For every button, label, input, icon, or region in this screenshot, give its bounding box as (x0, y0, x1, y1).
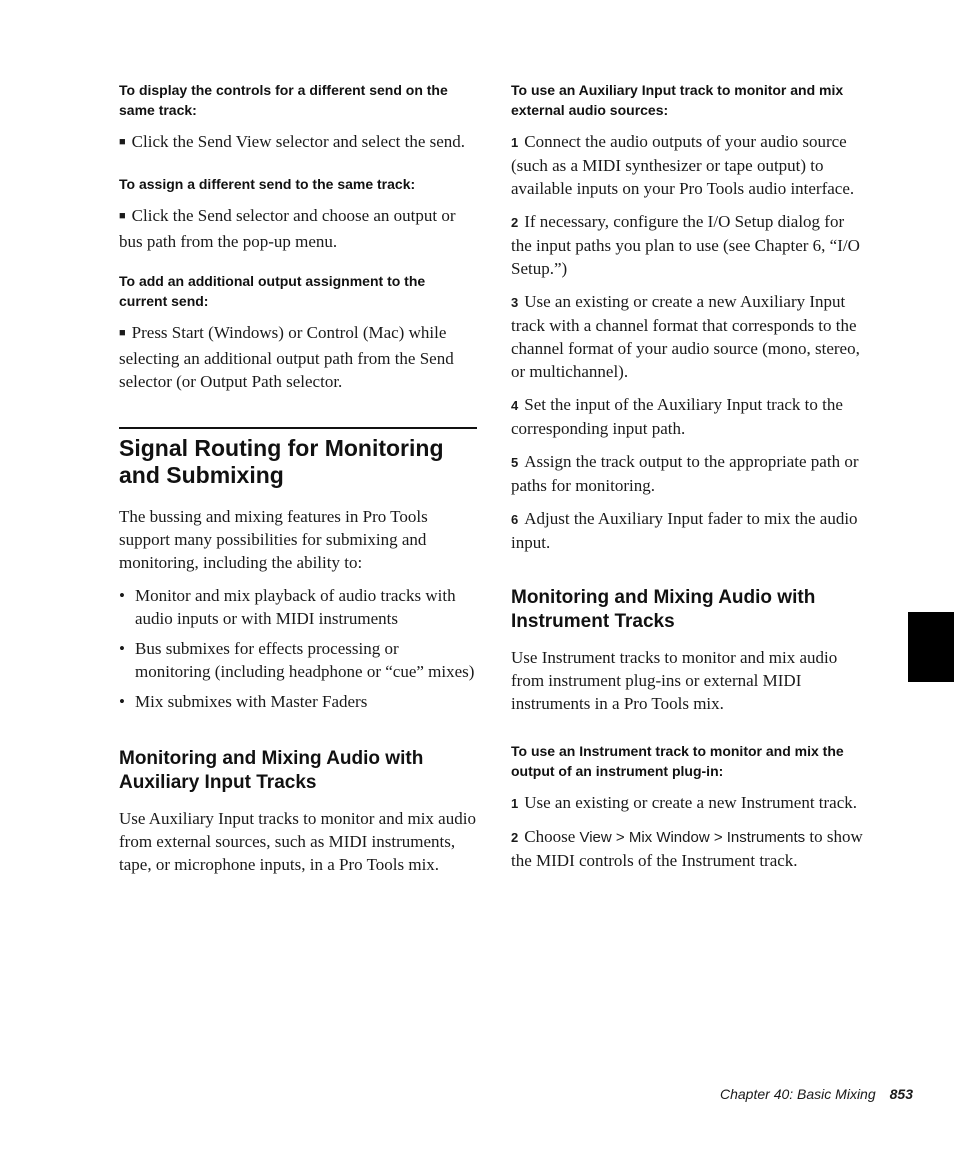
square-bullet-icon: ■ (119, 136, 126, 148)
procedure-bullet: ■ Click the Send View selector and select the send. (119, 132, 466, 151)
page-footer (720, 1086, 913, 1102)
feature-list (119, 584, 477, 713)
section-heading: Signal Routing for Monitoring and Submixing (119, 435, 444, 488)
step: 2 If necessary, configure the I/O Setup dialog for the input paths you plan to use (see Chapter 6, “I/O Setup.”) (511, 212, 860, 278)
step: 1 Use an existing or create a new Instrument track. (511, 793, 858, 812)
chapter-thumb-tab (908, 612, 954, 682)
square-bullet-icon: ■ (119, 327, 126, 339)
procedure-heading: To add an additional output assignment to the current send: (119, 273, 426, 309)
step: 1 Connect the audio outputs of your audio source (such as a MIDI synthesizer or tape output) to available inputs on your Pro Tools audio interface. (511, 132, 855, 198)
step: 2 Choose View > Mix Window > Instruments to show the MIDI controls of the Instrument track. (511, 827, 863, 870)
list-item: • Bus submixes for effects processing or monitoring (including headphone or “cue” mixes) (119, 637, 477, 683)
procedure-heading: To display the controls for a different send on the same track: (119, 82, 448, 118)
procedure-bullet: ■ Press Start (Windows) or Control (Mac) while selecting an additional output path from the Send selector (or Output Path selector. (119, 323, 454, 391)
page-number: 853 (889, 1086, 913, 1102)
chapter-title: Chapter 40: Basic Mixing (720, 1086, 876, 1102)
subsection-intro: Use Instrument tracks to monitor and mix audio from instrument plug-ins or external MIDI instruments in a Pro Tools mix. (511, 648, 838, 713)
step: 6 Adjust the Auxiliary Input fader to mix the audio input. (511, 509, 858, 552)
subsection-heading: Monitoring and Mixing Audio with Instrument Tracks (511, 587, 816, 632)
left-column (119, 80, 477, 886)
section-rule (119, 427, 477, 429)
right-column (511, 80, 869, 882)
subsection-intro: Use Auxiliary Input tracks to monitor and mix audio from external sources, such as MIDI instruments, tape, or microphone inputs, in a Pro Tools mix. (119, 809, 476, 874)
procedure-heading: To assign a different send to the same track: (119, 176, 416, 192)
list-item: • Mix submixes with Master Faders (119, 690, 477, 713)
procedure-heading: To use an Instrument track to monitor and mix the output of an instrument plug-in: (511, 743, 844, 779)
menu-path: View > Mix Window > Instruments (579, 829, 806, 846)
step: 5 Assign the track output to the appropriate path or paths for monitoring. (511, 452, 859, 495)
subsection-heading: Monitoring and Mixing Audio with Auxiliary Input Tracks (119, 748, 424, 793)
procedure-heading: To use an Auxiliary Input track to monitor and mix external audio sources: (511, 82, 844, 118)
list-item: • Monitor and mix playback of audio tracks with audio inputs or with MIDI instruments (119, 584, 477, 630)
step: 3 Use an existing or create a new Auxiliary Input track with a channel format that corresponds to the channel format of your audio source (mono, stereo, or multichannel). (511, 292, 860, 381)
step: 4 Set the input of the Auxiliary Input track to the corresponding input path. (511, 395, 843, 438)
section-intro: The bussing and mixing features in Pro Tools support many possibilities for submixing and monitoring, including the ability to: (119, 507, 428, 572)
square-bullet-icon: ■ (119, 210, 126, 222)
procedure-bullet: ■ Click the Send selector and choose an output or bus path from the pop-up menu. (119, 206, 456, 251)
